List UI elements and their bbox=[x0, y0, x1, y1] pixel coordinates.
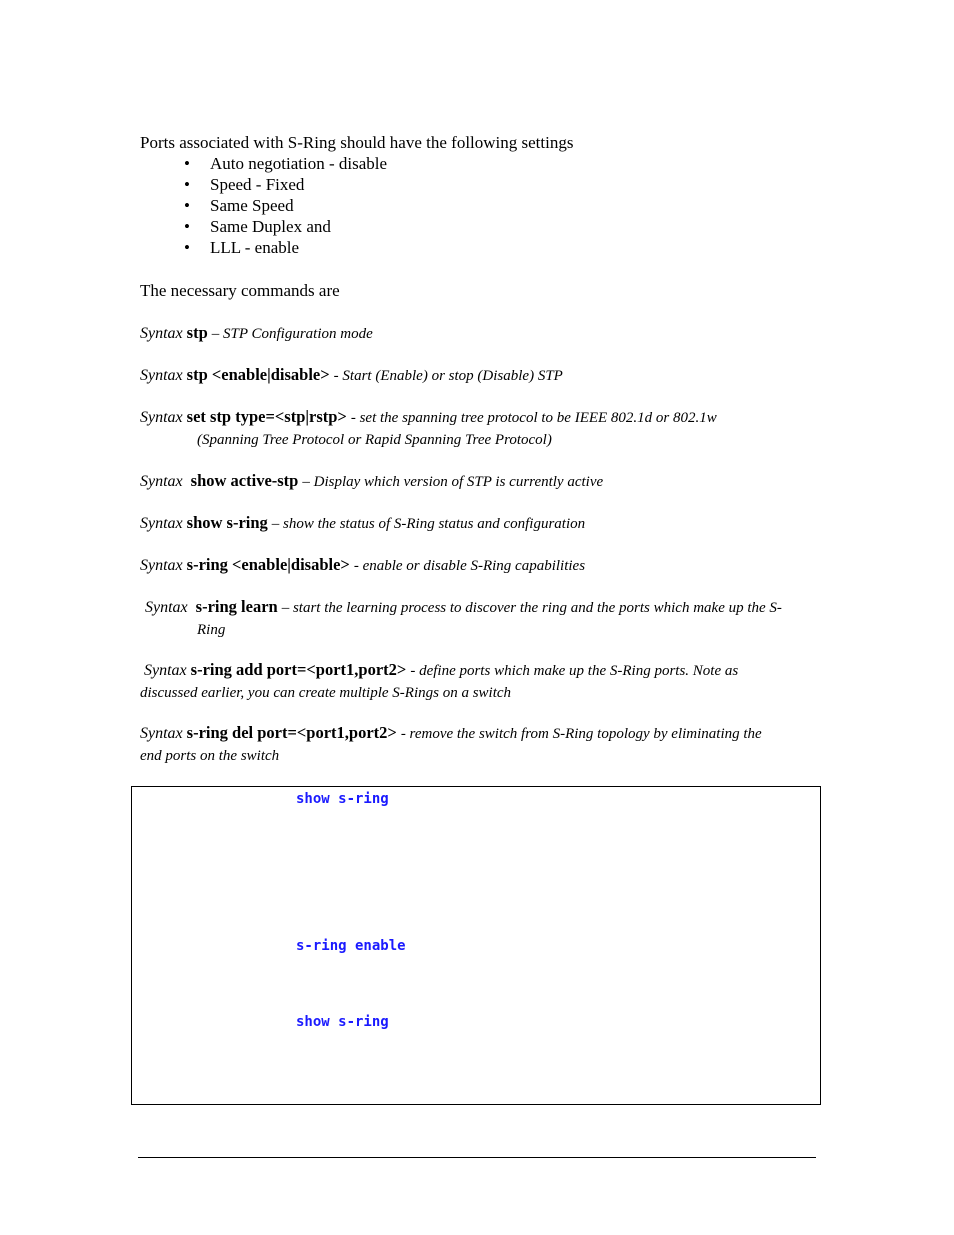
syntax-s-ring-del-port: Syntax s-ring del port=<port1,port2> - remove the switch from S-Ring topology by eliminating the end ports on the switch bbox=[140, 723, 762, 764]
list-item: • LLL - enable bbox=[184, 238, 300, 257]
syntax-s-ring-add-port: Syntax s-ring add port=<port1,port2> - define ports which make up the S-Ring ports. Note as discussed earlier, you can create multiple S-Rings on a switch bbox=[140, 660, 739, 701]
code-line: s-ring enable bbox=[296, 938, 406, 954]
code-line: show s-ring bbox=[296, 1014, 389, 1030]
syntax-show-s-ring: Syntax show s-ring – show the status of S-Ring status and configuration bbox=[140, 513, 586, 532]
list-item: • Same Speed bbox=[184, 196, 294, 215]
syntax-stp-enable: Syntax stp <enable|disable> - Start (Enable) or stop (Disable) STP bbox=[140, 365, 563, 384]
syntax-s-ring-enable: Syntax s-ring <enable|disable> - enable or disable S-Ring capabilities bbox=[140, 555, 586, 574]
list-item: • Speed - Fixed bbox=[184, 175, 305, 194]
syntax-s-ring-learn: Syntax s-ring learn – start the learning process to discover the ring and the ports which make up the S- Ring bbox=[145, 597, 782, 638]
intro-text: Ports associated with S-Ring should have the following settings bbox=[140, 133, 574, 152]
list-item: • Same Duplex and bbox=[184, 217, 331, 236]
syntax-set-stp-type: Syntax set stp type=<stp|rstp> - set the spanning tree protocol to be IEEE 802.1d or 802.1w (Spanning Tree Protocol or Rapid Spanning Tree Protocol) bbox=[140, 407, 717, 448]
syntax-stp: Syntax stp – STP Configuration mode bbox=[140, 323, 373, 342]
syntax-show-active-stp: Syntax show active-stp – Display which version of STP is currently active bbox=[140, 471, 604, 490]
commands-intro: The necessary commands are bbox=[140, 281, 340, 300]
port-settings-list bbox=[140, 153, 387, 258]
cli-example-box bbox=[131, 786, 821, 1105]
footer-divider bbox=[138, 1157, 816, 1158]
code-line: show s-ring bbox=[296, 791, 389, 807]
list-item: • Auto negotiation - disable bbox=[184, 154, 388, 173]
